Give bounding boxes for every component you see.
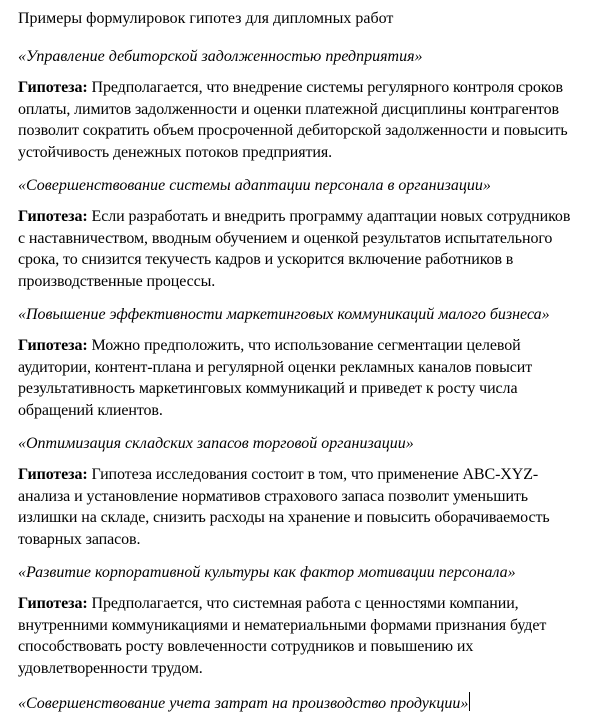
hypothesis-text bbox=[18, 593, 608, 680]
hypothesis-entry bbox=[18, 47, 608, 164]
hypothesis-text bbox=[18, 335, 608, 422]
hypothesis-text bbox=[18, 77, 608, 164]
topic-title: «Совершенствование учета затрат на производство продукции» bbox=[18, 695, 469, 712]
hypothesis-entry bbox=[18, 434, 608, 551]
hypothesis-text bbox=[18, 464, 608, 551]
hypothesis-entry[interactable] bbox=[18, 692, 608, 714]
hypothesis-line: излишки на складе, снизить расходы на хранение и повысить оборачиваемость bbox=[18, 509, 550, 527]
hypothesis-line: срока, то снизится текучесть кадров и ускорится включение работников в bbox=[18, 251, 514, 269]
hypothesis-label: Гипотеза: bbox=[18, 208, 88, 225]
hypothesis-label: Гипотеза: bbox=[18, 466, 88, 483]
text-cursor bbox=[469, 692, 470, 711]
hypothesis-line: позволит сократить объем просроченной дебиторской задолженности и повысить bbox=[18, 122, 568, 140]
topic-title: «Совершенствование системы адаптации персонала в организации» bbox=[18, 177, 491, 194]
hypothesis-line: устойчивость денежных потоков предприятия. bbox=[18, 144, 333, 162]
hypothesis-line: обращений клиентов. bbox=[18, 402, 163, 420]
hypothesis-line: Предполагается, что системная работа с ценностями компании, bbox=[87, 595, 519, 612]
hypothesis-line: способствовать росту вовлеченности сотрудников и повышению их bbox=[18, 638, 474, 656]
hypothesis-line: Гипотеза исследования состоит в том, что применение ABC-XYZ- bbox=[87, 466, 539, 483]
hypothesis-line: Предполагается, что внедрение системы регулярного контроля сроков bbox=[87, 79, 563, 96]
topic-title: «Повышение эффективности маркетинговых коммуникаций малого бизнеса» bbox=[18, 306, 550, 323]
hypothesis-label: Гипотеза: bbox=[18, 337, 88, 354]
hypothesis-label: Гипотеза: bbox=[18, 595, 88, 612]
topic-title: «Оптимизация складских запасов торговой организации» bbox=[18, 435, 414, 452]
hypothesis-entry bbox=[18, 305, 608, 422]
hypothesis-line: анализа и установление нормативов страхового запаса позволит уменьшить bbox=[18, 487, 528, 505]
hypothesis-line: удовлетворенности трудом. bbox=[18, 660, 203, 678]
hypothesis-label: Гипотеза: bbox=[18, 79, 88, 96]
hypothesis-line: Можно предположить, что использование сегментации целевой bbox=[87, 337, 521, 354]
topic-title: «Управление дебиторской задолженностью предприятия» bbox=[18, 48, 423, 65]
hypothesis-line: производственные процессы. bbox=[18, 273, 216, 291]
hypothesis-line: оплаты, лимитов задолженности и оценки платежной дисциплины контрагентов bbox=[18, 100, 559, 118]
hypothesis-line: товарных запасов. bbox=[18, 531, 141, 549]
hypothesis-line: Если разработать и внедрить программу адаптации новых сотрудников bbox=[87, 208, 571, 225]
hypothesis-text bbox=[18, 206, 608, 293]
hypothesis-line: внутренними коммуникациями и нематериальными формами признания будет bbox=[18, 616, 547, 634]
hypothesis-entry bbox=[18, 176, 608, 293]
hypothesis-line: с наставничеством, вводным обучением и оценкой результатов испытательного bbox=[18, 229, 553, 247]
topic-title: «Развитие корпоративной культуры как фактор мотивации персонала» bbox=[18, 564, 516, 581]
hypothesis-entry bbox=[18, 563, 608, 680]
hypothesis-line: аудитории, контент-плана и регулярной оценки рекламных каналов повысит bbox=[18, 358, 533, 376]
document-title: Примеры формулировок гипотез для дипломных работ bbox=[18, 10, 394, 27]
hypothesis-line: результативность маркетинговых коммуникаций и приведет к росту числа bbox=[18, 380, 518, 398]
